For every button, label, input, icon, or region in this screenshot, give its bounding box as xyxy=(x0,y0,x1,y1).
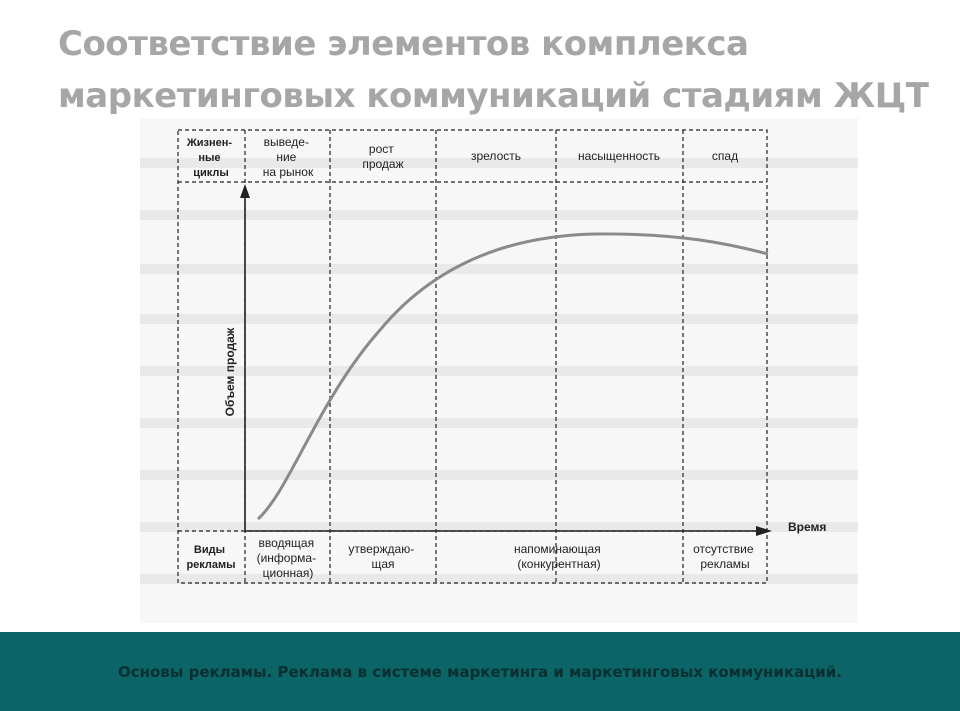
ad-type-reminding: напоминающая (конкурентная) xyxy=(513,542,601,571)
stage-growth: рост продаж xyxy=(362,142,404,171)
x-axis-arrowhead xyxy=(756,526,772,536)
axes xyxy=(240,184,772,536)
stage-saturation: насыщенность xyxy=(577,149,661,163)
y-axis-label: Объем продаж xyxy=(223,327,237,417)
stage-decline: спад xyxy=(711,149,739,163)
row-header-ad-types: Виды рекламы xyxy=(186,544,236,571)
diagram-grid xyxy=(178,130,767,583)
slide-title-line-1: Соответствие элементов комплекса xyxy=(58,24,749,64)
y-axis-arrowhead xyxy=(240,184,250,198)
x-axis-label: Время xyxy=(788,520,827,534)
ad-type-reinforcing: утверждаю- щая xyxy=(348,542,415,571)
sales-curve xyxy=(258,234,768,519)
footer-text: Основы рекламы. Реклама в системе маркетинга и маркетинговых коммуникаций. xyxy=(117,663,843,681)
ad-type-introductory: вводящая (информа- ционная) xyxy=(256,536,317,580)
slide-title-line-2: маркетинговых коммуникаций стадиям ЖЦТ xyxy=(58,76,929,116)
stage-maturity: зрелость xyxy=(470,149,522,163)
ad-type-none: отсутствие рекламы xyxy=(693,542,754,571)
diagram-frame xyxy=(178,130,767,583)
row-header-life-cycles: Жизнен- ные циклы xyxy=(186,137,233,179)
stage-launch: выведе- ние на рынок xyxy=(262,135,314,179)
